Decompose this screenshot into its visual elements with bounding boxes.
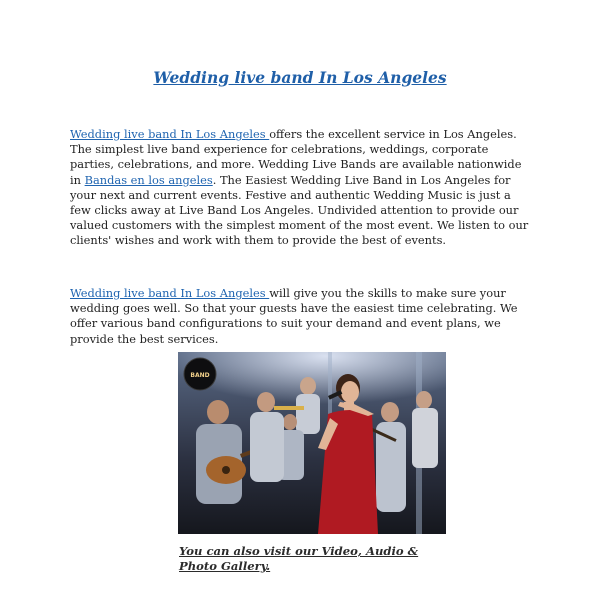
band-photo xyxy=(178,352,446,534)
paragraph-intro-text-2: . The Easiest Wedding Live Band in Los Angeles for your next and current events. Festive and authentic Wedding Music is just a few clicks away at Live Band Los Angeles. Undivided attention to provide our valued customers with the simplest moment of the most event. We listen to our clients' wishes and work with them to provide the best of events. xyxy=(70,172,529,248)
paragraph-intro xyxy=(70,127,530,249)
band-logo-icon xyxy=(184,358,216,390)
paragraph-intro-text-1: offers the excellent service in Los Angeles. The simplest live band experience for celebrations, weddings, corporate parties, celebrations, and more. Wedding Live Bands are available nationwide in xyxy=(70,127,522,187)
gallery-caption-link[interactable]: You can also visit our Video, Audio & Photo Gallery. xyxy=(179,544,419,573)
wedding-band-link-2[interactable]: Wedding live band In Los Angeles xyxy=(70,286,270,300)
paragraph-services-text: will give you the skills to make sure your wedding goes well. So that your guests have the easiest time celebrating. We offer various band configurations to suit your demand and event plans, we provide the best services. xyxy=(70,286,518,346)
band-photo-illustration xyxy=(178,352,446,534)
bandas-link[interactable]: Bandas en los angeles xyxy=(84,172,213,187)
logo-text: BAND xyxy=(190,372,210,379)
page-title[interactable]: Wedding live band In Los Angeles xyxy=(153,68,447,87)
wedding-band-link-1[interactable]: Wedding live band In Los Angeles xyxy=(70,127,270,141)
paragraph-services xyxy=(70,286,530,347)
